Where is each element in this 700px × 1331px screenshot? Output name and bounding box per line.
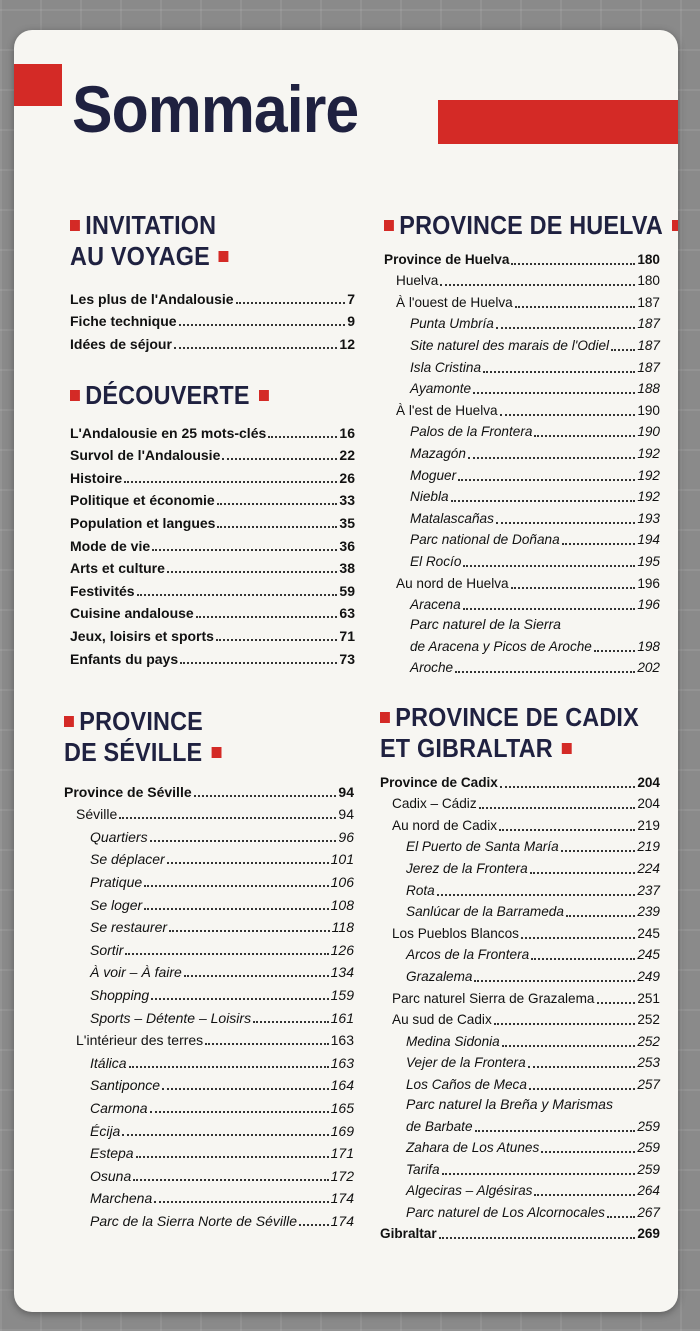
toc-entry[interactable]: Zahara de Los Atunes 259	[406, 1140, 660, 1156]
section-invitation	[70, 210, 355, 353]
page-title: Sommaire	[72, 72, 359, 146]
toc-entry[interactable]: Sports – Détente – Loisirs 161	[90, 1009, 354, 1026]
toc-entry[interactable]: Grazalema 249	[406, 968, 660, 984]
toc-entry[interactable]: Medina Sidonia 252	[406, 1033, 660, 1049]
toc-entry[interactable]: Population et langues 35	[70, 514, 355, 531]
red-square-bullet	[211, 747, 221, 758]
red-square-bullet	[219, 251, 229, 262]
toc-entry[interactable]: El Puerto de Santa María 219	[406, 839, 660, 855]
toc-entry[interactable]: Cuisine andalouse 63	[70, 605, 355, 622]
section-heading: ET GIBRALTAR	[380, 733, 632, 764]
toc-entry[interactable]: Au sud de Cadix 252	[392, 1012, 660, 1028]
section-heading: PROVINCE	[64, 706, 325, 737]
toc-entry[interactable]: Ayamonte 188	[410, 381, 660, 397]
toc-entry[interactable]: Écija 169	[90, 1122, 354, 1139]
toc-list	[380, 770, 660, 1243]
toc-entry[interactable]: Parc national de Doñana 194	[410, 532, 660, 548]
toc-entry-first-line[interactable]: Parc naturel la Breña y Marismas	[406, 1095, 613, 1112]
red-square-bullet	[70, 220, 80, 231]
red-square-bullet	[70, 390, 80, 401]
toc-entry[interactable]: Parc naturel de Los Alcornocales 267	[406, 1204, 660, 1220]
toc-entry[interactable]: Carmona 165	[90, 1099, 354, 1116]
toc-list	[70, 419, 355, 668]
toc-entry[interactable]: Au nord de Huelva 196	[396, 575, 660, 591]
toc-entry[interactable]: Marchena 174	[90, 1190, 354, 1207]
toc-list	[70, 285, 355, 353]
toc-entry[interactable]: Arcos de la Frontera 245	[406, 947, 660, 963]
toc-entry[interactable]: Sortir 126	[90, 941, 354, 958]
toc-entry[interactable]: Cadix – Cádiz 204	[392, 796, 660, 812]
toc-entry[interactable]: Matalascañas 193	[410, 510, 660, 526]
toc-entry[interactable]: Province de Cadix 204	[380, 774, 660, 790]
toc-entry[interactable]: Vejer de la Frontera 253	[406, 1055, 660, 1071]
toc-entry[interactable]: Se déplacer 101	[90, 851, 354, 868]
toc-entry[interactable]: Politique et économie 33	[70, 492, 355, 509]
toc-entry[interactable]: Parc naturel Sierra de Grazalema 251	[392, 990, 660, 1006]
toc-entry[interactable]: Shopping 159	[90, 986, 354, 1003]
toc-entry[interactable]: Histoire 26	[70, 469, 355, 486]
toc-entry[interactable]: Rota 237	[406, 882, 660, 898]
section-seville	[64, 706, 354, 1230]
toc-entry[interactable]: Mode de vie 36	[70, 537, 355, 554]
section-huelva	[384, 210, 664, 677]
toc-entry[interactable]: Gibraltar 269	[380, 1226, 660, 1242]
section-heading: PROVINCE DE HUELVA	[384, 210, 632, 241]
toc-entry[interactable]: L'intérieur des terres 163	[76, 1032, 354, 1049]
toc-entry[interactable]: Province de Huelva 180	[384, 251, 660, 267]
section-heading: DE SÉVILLE	[64, 737, 325, 768]
toc-entry[interactable]: Festivités 59	[70, 582, 355, 599]
red-square-bullet	[672, 220, 678, 231]
toc-entry[interactable]: Moguer 192	[410, 467, 660, 483]
toc-entry[interactable]: Fiche technique 9	[70, 313, 355, 330]
toc-entry[interactable]: Survol de l'Andalousie 22	[70, 447, 355, 464]
toc-entry[interactable]: À l'ouest de Huelva 187	[396, 294, 660, 310]
red-square-bullet	[384, 220, 394, 231]
section-cadix	[380, 702, 660, 1243]
toc-entry[interactable]: Aracena 196	[410, 597, 660, 613]
section-heading: PROVINCE DE CADIX	[380, 702, 632, 733]
section-heading: DÉCOUVERTE	[70, 380, 327, 411]
toc-entry[interactable]: Province de Séville 94	[64, 783, 354, 800]
red-square-bullet	[64, 716, 74, 727]
section-heading: INVITATION	[70, 210, 327, 241]
toc-entry[interactable]: Se loger 108	[90, 896, 354, 913]
toc-entry[interactable]: À voir – À faire 134	[90, 964, 354, 981]
toc-entry[interactable]: Los Caños de Meca 257	[406, 1076, 660, 1092]
toc-entry[interactable]: Tarifa 259	[406, 1161, 660, 1177]
toc-entry[interactable]: Pratique 106	[90, 873, 354, 890]
toc-entry[interactable]: Parc de la Sierra Norte de Séville 174	[90, 1212, 354, 1229]
toc-entry[interactable]: Arts et culture 38	[70, 560, 355, 577]
toc-entry[interactable]: Palos de la Frontera 190	[410, 424, 660, 440]
book-page	[14, 30, 678, 1312]
toc-entry[interactable]: L'Andalousie en 25 mots-clés 16	[70, 424, 355, 441]
toc-entry[interactable]: Jeux, loisirs et sports 71	[70, 627, 355, 644]
toc-entry[interactable]: Au nord de Cadix 219	[392, 817, 660, 833]
toc-entry[interactable]: de Aracena y Picos de Aroche 198	[410, 638, 660, 654]
toc-entry[interactable]: Osuna 172	[90, 1167, 354, 1184]
toc-entry[interactable]: Niebla 192	[410, 489, 660, 505]
toc-entry[interactable]: Los Pueblos Blancos 245	[392, 925, 660, 941]
toc-entry[interactable]: Jerez de la Frontera 224	[406, 860, 660, 876]
toc-entry-first-line[interactable]: Parc naturel de la Sierra	[410, 616, 561, 633]
toc-entry[interactable]: Santiponce 164	[90, 1077, 354, 1094]
title-accent-bar-left	[14, 64, 62, 106]
toc-list	[384, 247, 660, 677]
toc-entry[interactable]: Idées de séjour 12	[70, 335, 355, 352]
toc-entry[interactable]: Les plus de l'Andalousie 7	[70, 290, 355, 307]
red-square-bullet	[259, 390, 269, 401]
toc-entry[interactable]: Estepa 171	[90, 1145, 354, 1162]
toc-entry[interactable]: Enfants du pays 73	[70, 650, 355, 667]
toc-entry[interactable]: El Rocío 195	[410, 553, 660, 569]
red-square-bullet	[562, 743, 572, 754]
toc-entry[interactable]: Sanlúcar de la Barrameda 239	[406, 904, 660, 920]
red-square-bullet	[380, 712, 390, 723]
toc-list	[64, 778, 354, 1230]
toc-entry[interactable]: Huelva 180	[396, 273, 660, 289]
toc-entry[interactable]: À l'est de Huelva 190	[396, 402, 660, 418]
toc-entry[interactable]: Itálica 163	[90, 1054, 354, 1071]
toc-entry[interactable]: Se restaurer 118	[90, 919, 354, 936]
toc-entry[interactable]: Mazagón 192	[410, 445, 660, 461]
section-decouverte	[70, 380, 355, 668]
toc-entry[interactable]: Site naturel des marais de l'Odiel 187	[410, 337, 660, 353]
toc-entry[interactable]: Punta Umbría 187	[410, 316, 660, 332]
toc-entry[interactable]: Séville 94	[76, 806, 354, 823]
toc-entry[interactable]: de Barbate 259	[406, 1118, 660, 1134]
toc-entry[interactable]: Algeciras – Algésiras 264	[406, 1183, 660, 1199]
section-heading: AU VOYAGE	[70, 241, 327, 272]
title-accent-bar-right	[438, 100, 678, 144]
toc-entry[interactable]: Quartiers 96	[90, 828, 354, 845]
toc-entry[interactable]: Isla Cristina 187	[410, 359, 660, 375]
toc-entry[interactable]: Aroche 202	[410, 660, 660, 676]
